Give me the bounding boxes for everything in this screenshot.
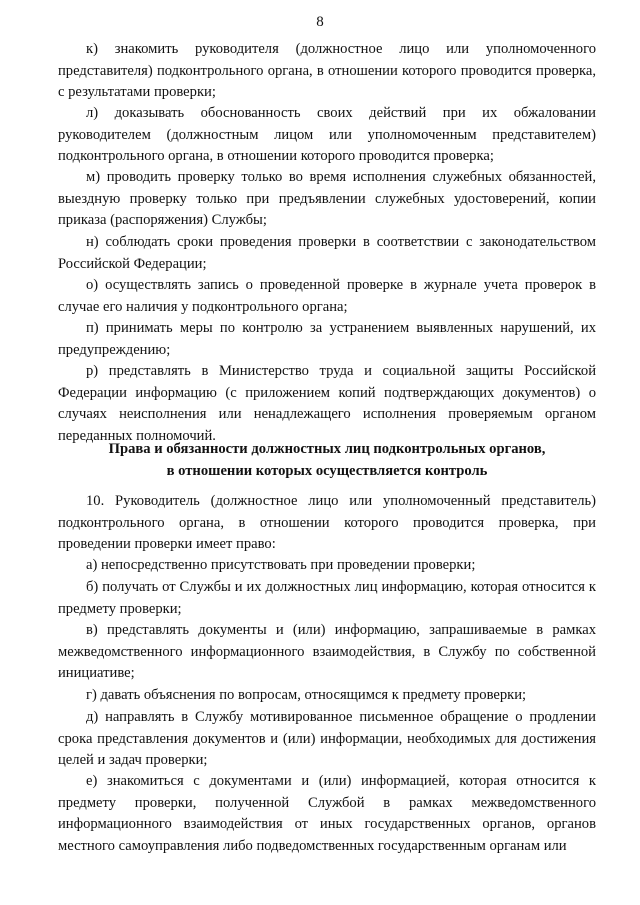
list-item-d: д) направлять в Службу мотивированное письменное обращение о продлении срока представления документов и (или) информации, необходимых для достижения целей и задач проверки; xyxy=(58,709,596,768)
list-item-l: л) доказывать обоснованность своих действий при их обжаловании руководителем (должностным лицом или уполномоченным представителем) подконтрольного органа, в отношении которого проводится проверка; xyxy=(58,105,596,164)
section-heading-line-2: в отношении которых осуществляется контроль xyxy=(166,462,488,479)
clause-10: 10. Руководитель (должностное лицо или уполномоченный представитель) подконтрольного органа, в отношении которого проводится проверка, при проведении проверки имеет право: xyxy=(58,493,596,552)
list-item-v: в) представлять документы и (или) информацию, запрашиваемые в рамках межведомственного информационного взаимодействия, в Службу по собственной инициативе; xyxy=(58,622,596,681)
list-item-n: н) соблюдать сроки проведения проверки в соответствии с законодательством Российской Федерации; xyxy=(58,234,596,272)
list-item-p: п) принимать меры по контролю за устранением выявленных нарушений, их предупреждению; xyxy=(58,320,596,358)
list-item-e: е) знакомиться с документами и (или) информацией, которая относится к предмету проверки, полученной Службой в рамках межведомственного информационного взаимодействия от иных государственных органов, органов местного самоуправления либо подведомственных государственным органам или xyxy=(58,773,596,854)
list-item-m: м) проводить проверку только во время исполнения служебных обязанностей, выездную проверку только при предъявлении служебных удостоверений, копии приказа (распоряжения) Службы; xyxy=(58,169,596,228)
list-item-o: о) осуществлять запись о проведенной проверке в журнале учета проверок в случае его наличия у подконтрольного органа; xyxy=(58,277,596,315)
list-item-k: к) знакомить руководителя (должностное лицо или уполномоченного представителя) подконтрольного органа, в отношении которого проводится проверка, с результатами проверки; xyxy=(58,41,596,100)
list-item-b: б) получать от Службы и их должностных лиц информацию, которая относится к предмету проверки; xyxy=(58,579,596,617)
section-heading-line-1: Права и обязанности должностных лиц подконтрольных органов, xyxy=(108,441,546,457)
page-number: 8 xyxy=(316,14,324,30)
list-item-g: г) давать объяснения по вопросам, относящимся к предмету проверки; xyxy=(86,687,527,703)
section-heading xyxy=(58,439,596,482)
list-item-r: р) представлять в Министерство труда и социальной защиты Российской Федерации информацию (с приложением копий подтверждающих документов) о случаях неисполнения или ненадлежащего исполнения проверяемым органом переданных полномочий. xyxy=(58,363,596,444)
list-item-a: а) непосредственно присутствовать при проведении проверки; xyxy=(86,557,476,573)
